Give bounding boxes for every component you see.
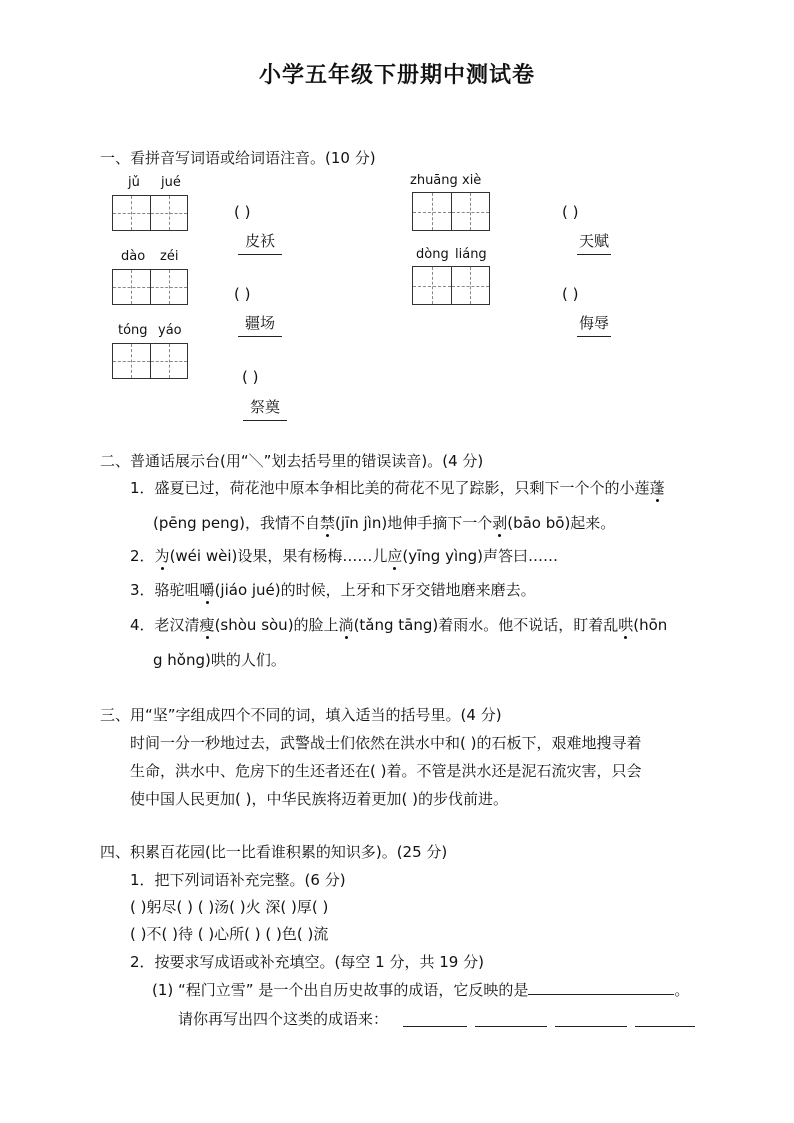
pinyin-blank[interactable]: ( ) <box>234 285 251 303</box>
page-title: 小学五年级下册期中测试卷 <box>258 63 535 88</box>
sub-question: (1) “程门立雪” 是一个出自历史故事的成语，它反映的是 。 <box>152 981 690 999</box>
answer-blank[interactable] <box>403 1010 467 1027</box>
pinyin-label: tóng <box>118 323 148 338</box>
question-line: 1．盛夏已过，荷花池中原本争相比美的荷花不见了踪影，只剩下一个个的小莲蓬 <box>130 479 665 497</box>
passage-line: 使中国人民更加( )，中华民族将迈着更加( )的步伐前进。 <box>130 790 508 808</box>
question-line: 3．骆驼咀嚼(jiáo jué)的时候，上牙和下牙交错地磨来磨去。 <box>130 581 536 599</box>
writing-grid[interactable] <box>112 195 188 231</box>
pinyin-label: yáo <box>158 323 182 338</box>
pinyin-blank[interactable]: ( ) <box>242 368 259 386</box>
answer-blank[interactable] <box>475 1010 547 1027</box>
pinyin-blank[interactable]: ( ) <box>562 285 579 303</box>
pinyin-label: dào <box>121 249 146 264</box>
sub-question: 请你再写出四个这类的成语来： <box>178 1010 389 1028</box>
word-item: 天赋 <box>577 230 611 255</box>
writing-grid[interactable] <box>412 266 490 305</box>
pinyin-label: jué <box>161 175 181 190</box>
word-item: 皮袄 <box>238 230 282 255</box>
pinyin-label: xiè <box>462 173 482 188</box>
pinyin-label: zhuāng <box>410 173 458 188</box>
writing-grid[interactable] <box>112 269 188 305</box>
question-line: (pēng peng)，我情不自禁(jīn jìn)地伸手摘下一个剥(bāo bō)起来。 <box>153 514 616 532</box>
word-item: 侮辱 <box>577 312 611 337</box>
question-line: 2．为(wéi wèi)设果，果有杨梅……儿应(yīng yìng)声答曰…… <box>130 547 559 565</box>
question-line: 1．把下列词语补充完整。(6 分) <box>130 871 346 889</box>
pinyin-label: dòng <box>416 247 449 262</box>
section1-heading: 一、看拼音写词语或给词语注音。(10 分) <box>100 149 376 167</box>
word-item: 祭奠 <box>243 396 287 421</box>
writing-grid[interactable] <box>112 343 188 379</box>
passage-line: 时间一分一秒地过去，武警战士们依然在洪水中和( )的石板下，艰难地搜寻着 <box>130 734 642 752</box>
pinyin-label: zéi <box>160 249 179 264</box>
pinyin-label: jǔ <box>128 175 140 190</box>
writing-grid[interactable] <box>412 192 490 231</box>
answer-blank[interactable] <box>635 1010 695 1027</box>
word-item: 疆场 <box>238 312 282 337</box>
question-line: 4．老汉清瘦(shòu sòu)的脸上淌(tǎng tāng)着雨水。他不说话，盯着乱哄(hōn <box>130 616 668 634</box>
fill-row[interactable]: ( )躬尽( ) ( )汤( )火 深( )厚( ) <box>130 898 329 916</box>
section4-heading: 四、积累百花园(比一比看谁积累的知识多)。(25 分) <box>100 843 448 861</box>
section3-heading: 三、用“坚”字组成四个不同的词，填入适当的括号里。(4 分) <box>100 706 502 724</box>
passage-line: 生命，洪水中、危房下的生还者还在( )着。不管是洪水还是泥石流灾害，只会 <box>130 762 642 780</box>
question-line: 2．按要求写成语或补充填空。(每空 1 分，共 19 分) <box>130 953 484 971</box>
question-line: g hǒng)哄的人们。 <box>153 651 286 669</box>
answer-blank[interactable] <box>528 980 674 995</box>
pinyin-label: liáng <box>455 247 487 262</box>
pinyin-blank[interactable]: ( ) <box>562 203 579 221</box>
fill-row[interactable]: ( )不( )待 ( )心所( ) ( )色( )流 <box>130 925 329 943</box>
section2-heading: 二、普通话展示台(用“＼”划去括号里的错误读音)。(4 分) <box>100 452 484 470</box>
answer-blank[interactable] <box>555 1010 627 1027</box>
pinyin-blank[interactable]: ( ) <box>234 203 251 221</box>
